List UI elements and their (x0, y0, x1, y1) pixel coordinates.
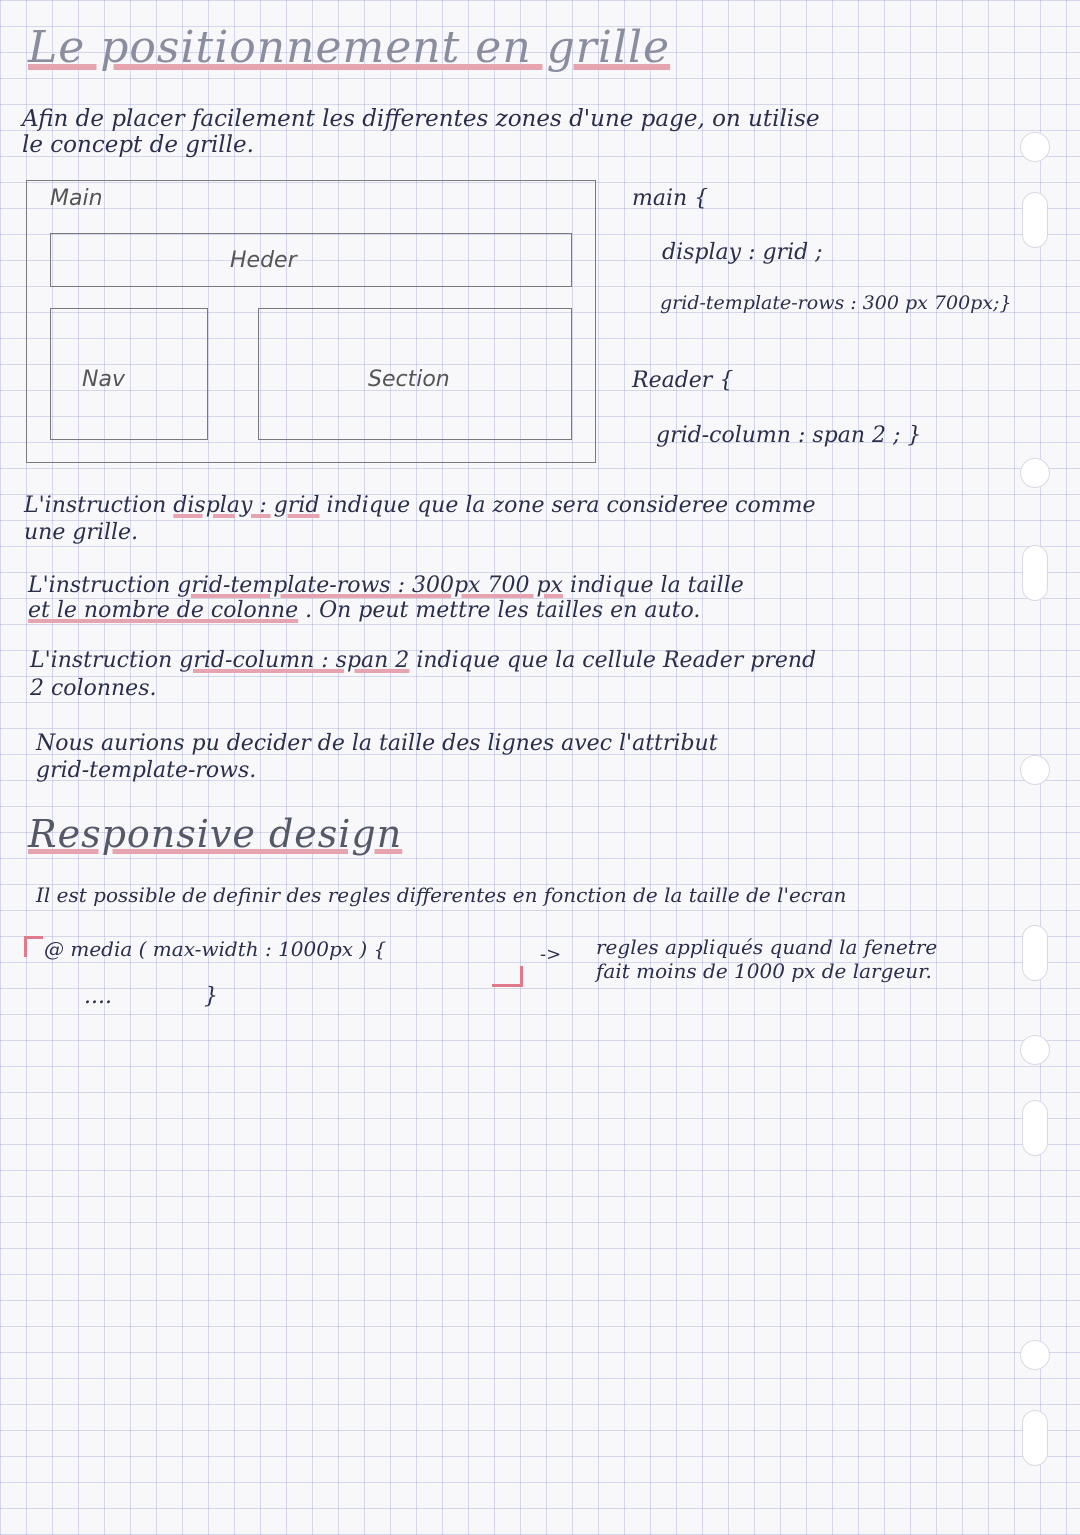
page-title: Le positionnement en grille (28, 22, 671, 73)
explanation-column-pre: L'instruction (30, 648, 173, 673)
explanation-rows-attribute: Nous aurions pu decider de la taille des lignes avec l'attribut (36, 731, 718, 756)
intro-line-1: Afin de placer facilement les differentes zones d'une page, on utilise (22, 106, 820, 132)
nav-label: Nav (82, 367, 125, 392)
media-query-dots: .... (84, 984, 112, 1009)
explanation-rows-line2 (28, 600, 700, 622)
explanation-rows-colonne: et le nombre de colonne (28, 598, 299, 623)
binder-slot (1022, 192, 1048, 248)
section-label: Section (368, 367, 450, 392)
responsive-heading: Responsive design (28, 812, 403, 856)
explanation-display (24, 495, 815, 517)
explanation-display-line2: une grille. (24, 520, 139, 545)
main-label: Main (50, 186, 103, 211)
media-note-line2: fait moins de 1000 px de largeur. (596, 959, 932, 983)
binder-slot (1022, 1100, 1048, 1156)
code-line-column: grid-column : span 2 ; } (656, 423, 922, 448)
media-query-close: } (204, 984, 218, 1009)
explanation-column-post: indique que la cellule Reader prend (416, 648, 817, 673)
binder-hole (1020, 458, 1050, 488)
explanation-rows-post: indique la taille (569, 573, 744, 598)
responsive-intro: Il est possible de definir des regles differentes en fonction de la taille de l'ecran (36, 883, 847, 907)
binder-slot (1022, 545, 1048, 601)
explanation-rows-pre: L'instruction (28, 573, 171, 598)
nav-box (50, 308, 208, 440)
code-line-reader: Reader { (632, 368, 734, 393)
media-arrow: -> (540, 944, 562, 965)
header-label: Heder (230, 248, 297, 273)
explanation-rows-code: grid-template-rows : 300px 700 px (177, 573, 563, 598)
explanation-display-post: indique que la zone sera consideree comme (326, 493, 816, 518)
binder-hole (1020, 1035, 1050, 1065)
explanation-column-code: grid-column : span 2 (179, 648, 410, 673)
binder-hole (1020, 132, 1050, 162)
explanation-column (30, 650, 816, 672)
header-box (50, 233, 572, 287)
code-line-rows: grid-template-rows : 300 px 700px;} (660, 292, 1012, 314)
explanation-display-pre: L'instruction (24, 493, 167, 518)
media-bracket-open (24, 936, 43, 957)
code-line-display: display : grid ; (662, 240, 823, 265)
explanation-column-line2: 2 colonnes. (30, 676, 157, 701)
media-note-line1: regles appliqués quand la fenetre (596, 935, 938, 959)
code-line-main: main { (632, 186, 709, 211)
explanation-rows-auto: . On peut mettre les tailles en auto. (305, 598, 701, 623)
binder-hole (1020, 755, 1050, 785)
media-bracket-close (492, 966, 523, 987)
explanation-rows-attribute-line2: grid-template-rows. (36, 758, 257, 783)
binder-hole (1020, 1340, 1050, 1370)
explanation-rows (28, 575, 744, 597)
intro-line-2: le concept de grille. (22, 132, 254, 158)
binder-slot (1022, 1410, 1048, 1466)
media-query-line: @ media ( max-width : 1000px ) { (44, 937, 387, 961)
explanation-display-code: display : grid (173, 493, 320, 518)
binder-slot (1022, 925, 1048, 981)
